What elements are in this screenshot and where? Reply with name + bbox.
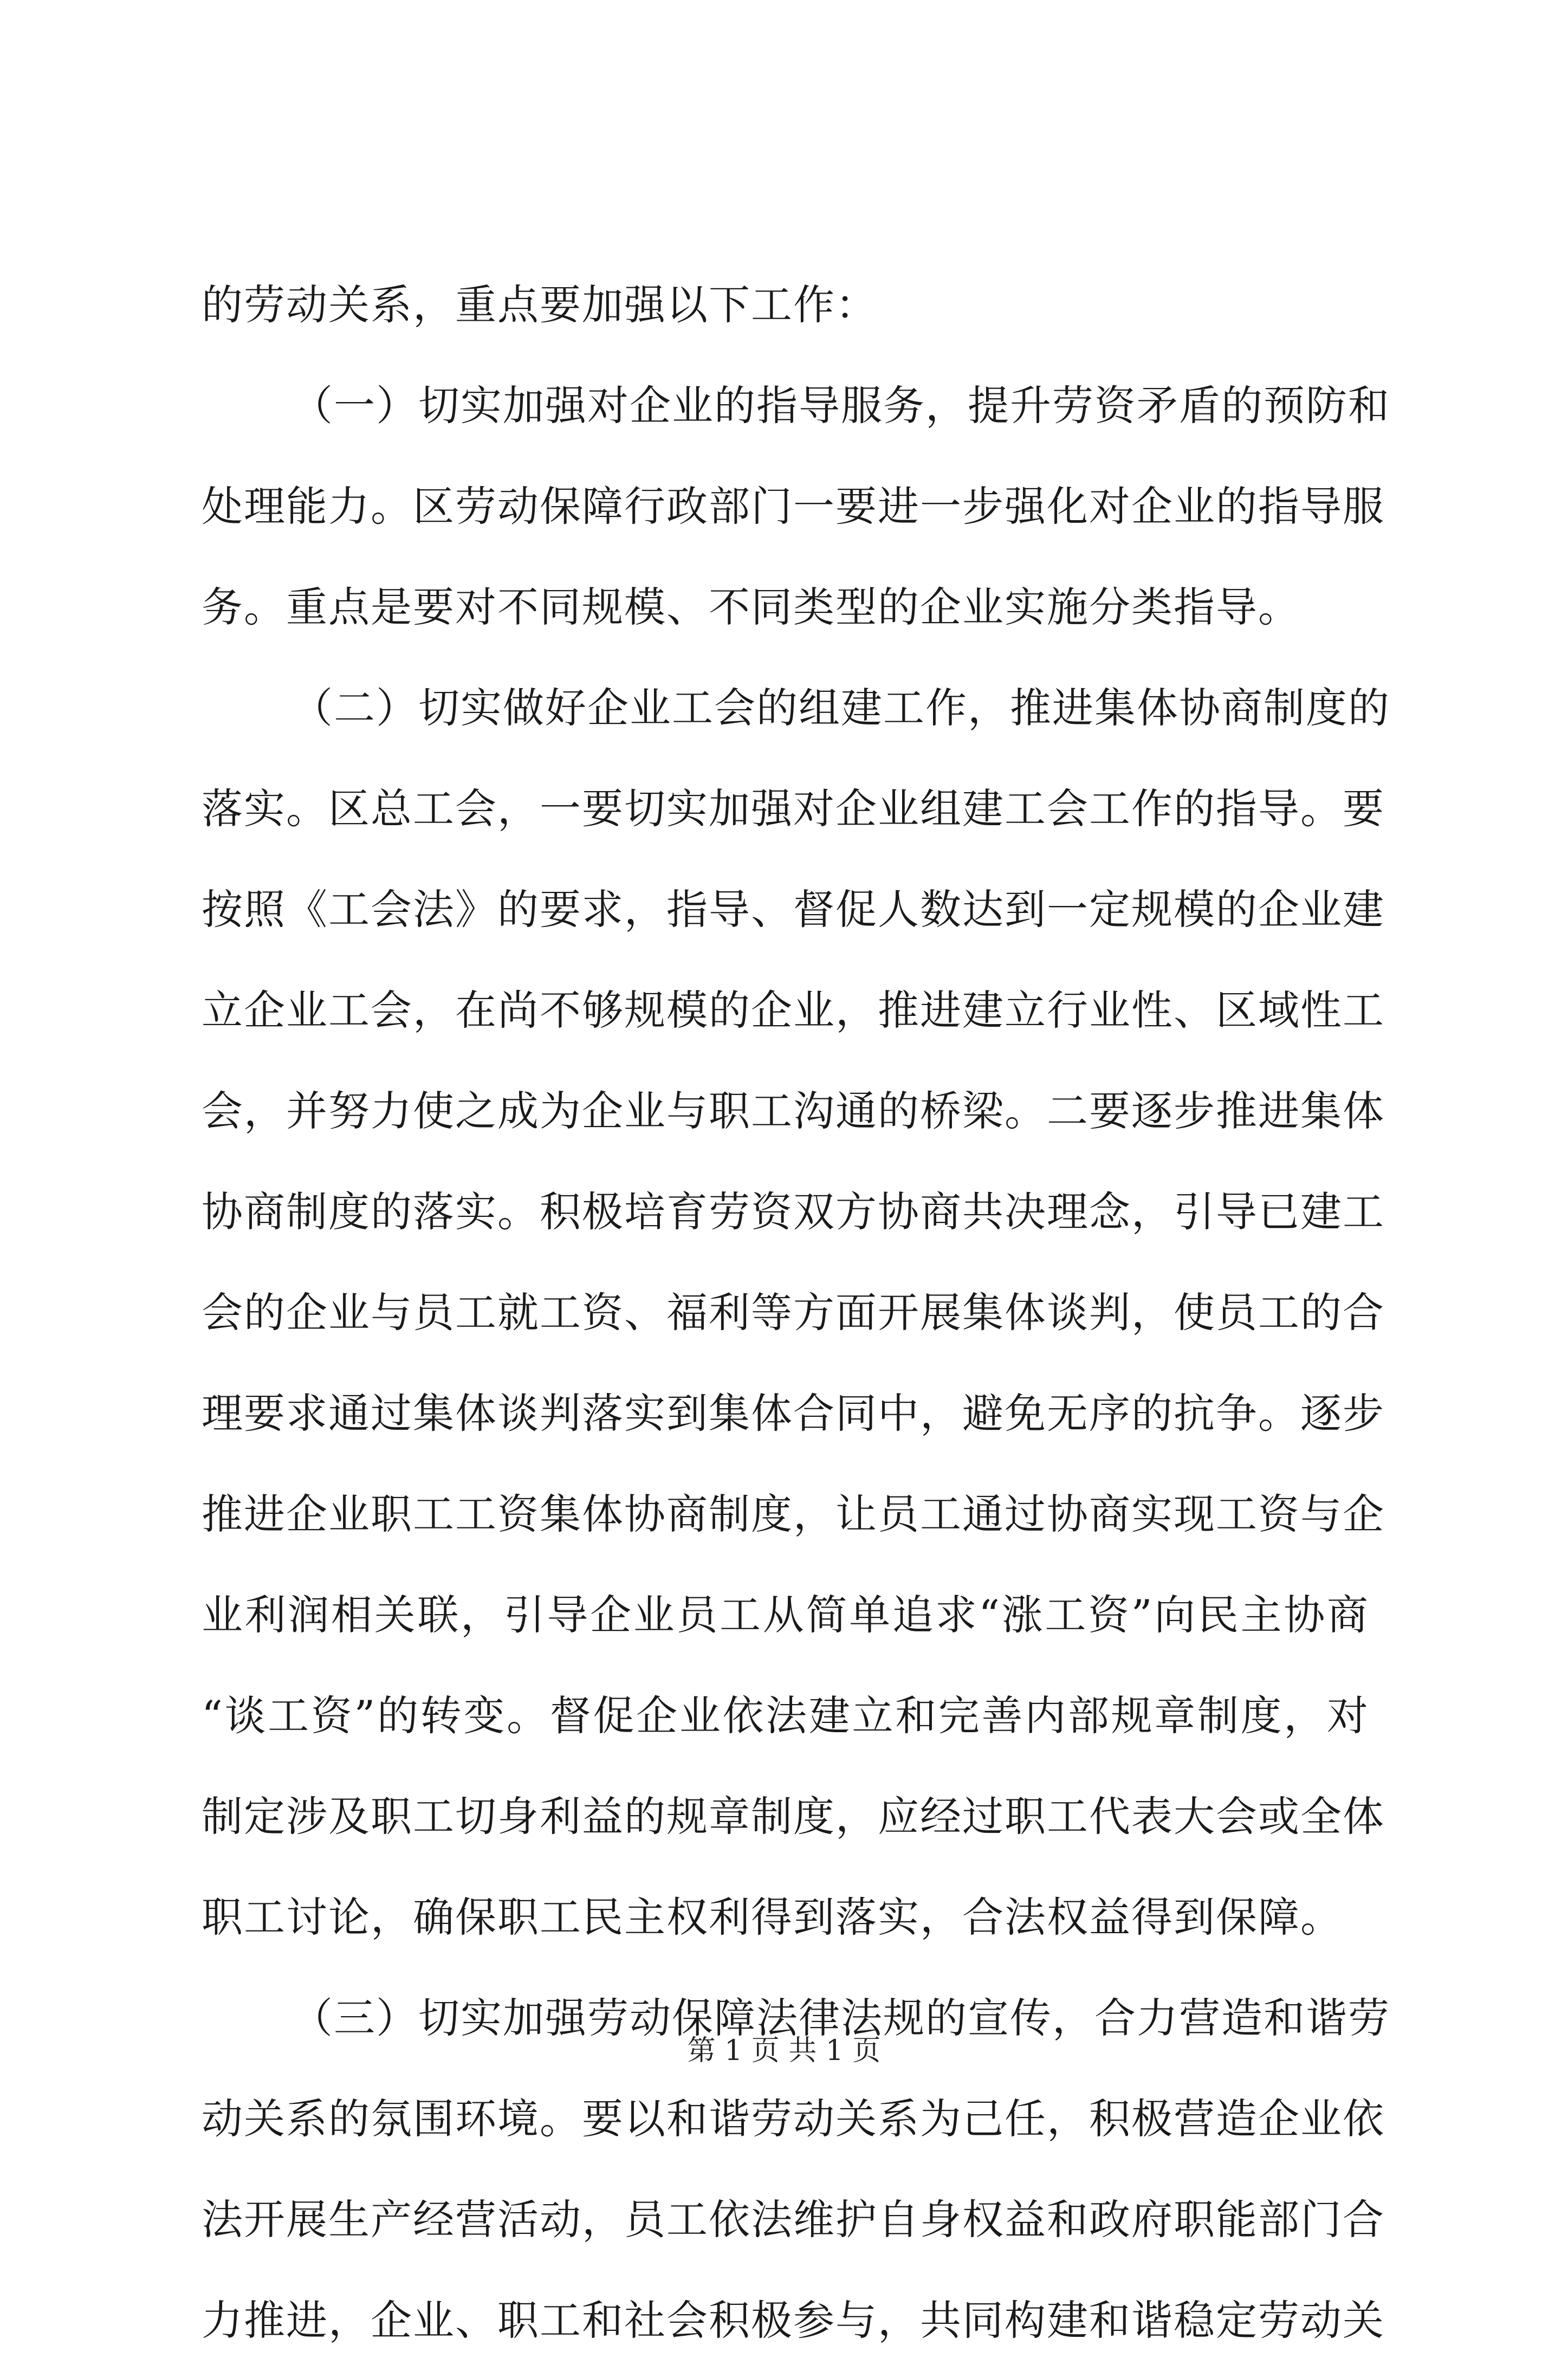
body-text-line: 会的企业与员工就工资、福利等方面开展集体谈判，使员工的合 (202, 1288, 1385, 1337)
body-text-line: 立企业工会，在尚不够规模的企业，推进建立行业性、区域性工 (202, 986, 1385, 1034)
page-number-footer: 第 1 页 共 1 页 (687, 2035, 881, 2067)
body-text-line: （一）切实加强对企业的指导服务，提升劳资矛盾的预防和 (291, 381, 1390, 430)
body-text-line: 力推进，企业、职工和社会积极参与，共同构建和谐稳定劳动关 (202, 2296, 1385, 2344)
body-text-line: 制定涉及职工切身利益的规章制度，应经过职工代表大会或全体 (202, 1792, 1385, 1841)
body-text-line: 的劳动关系，重点要加强以下工作： (202, 281, 878, 329)
body-text-line: 理要求通过集体谈判落实到集体合同中，避免无序的抗争。逐步 (202, 1389, 1385, 1437)
body-text-line: （二）切实做好企业工会的组建工作，推进集体协商制度的 (291, 684, 1390, 732)
body-text-line: 职工讨论，确保职工民主权利得到落实，合法权益得到保障。 (202, 1893, 1343, 1941)
body-text-line: “谈工资”的转变。督促企业依法建立和完善内部规章制度，对 (202, 1692, 1369, 1740)
body-text-line: 协商制度的落实。积极培育劳资双方协商共决理念，引导已建工 (202, 1188, 1385, 1236)
body-text-line: 务。重点是要对不同规模、不同类型的企业实施分类指导。 (202, 583, 1300, 631)
body-text-line: 业利润相关联，引导企业员工从简单追求“涨工资”向民主协商 (202, 1591, 1369, 1639)
body-text-line: 法开展生产经营活动，员工依法维护自身权益和政府职能部门合 (202, 2195, 1385, 2244)
body-text-line: （三）切实加强劳动保障法律法规的宣传，合力营造和谐劳 (291, 1994, 1390, 2042)
body-text-line: 会，并努力使之成为企业与职工沟通的桥梁。二要逐步推进集体 (202, 1087, 1385, 1135)
body-text-line: 落实。区总工会，一要切实加强对企业组建工会工作的指导。要 (202, 785, 1385, 833)
body-text-line: 动关系的氛围环境。要以和谐劳动关系为己任，积极营造企业依 (202, 2095, 1385, 2143)
body-text-line: 处理能力。区劳动保障行政部门一要进一步强化对企业的指导服 (202, 482, 1385, 530)
body-text-line: 按照《工会法》的要求，指导、督促人数达到一定规模的企业建 (202, 885, 1385, 934)
body-text-line: 推进企业职工工资集体协商制度，让员工通过协商实现工资与企 (202, 1490, 1385, 1538)
